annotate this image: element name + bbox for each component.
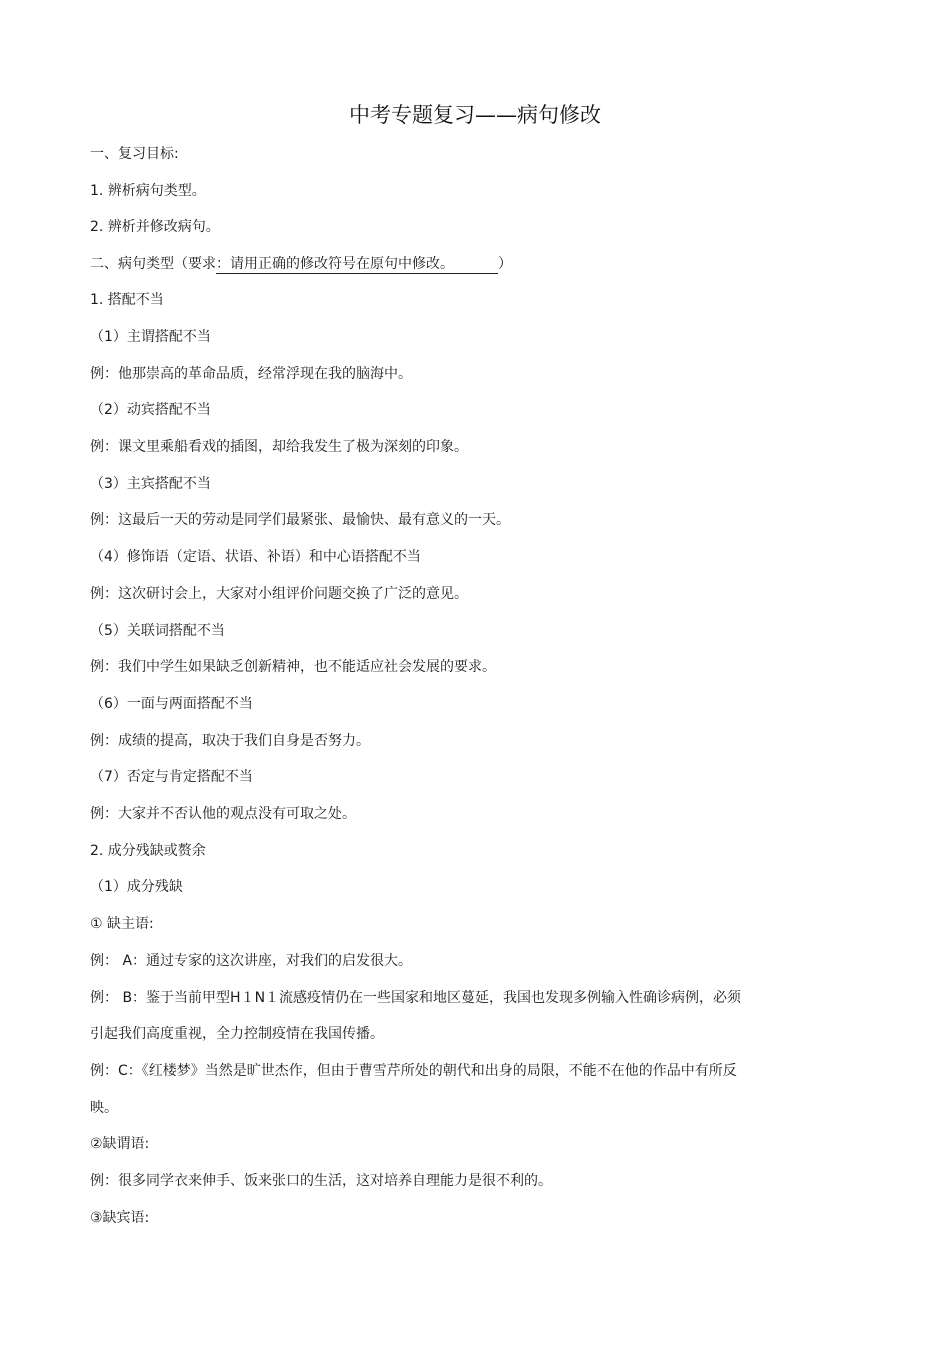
- example-sentence: 例： B：鉴于当前甲型H１N１流感疫情仍在一些国家和地区蔓延，我国也发现多例输入性确诊病例，必须: [90, 990, 742, 1006]
- example-sentence-continued: 映。: [90, 1100, 118, 1116]
- category-heading: （5）关联词搭配不当: [90, 623, 225, 639]
- types-heading-suffix: ）: [498, 256, 512, 272]
- example-sentence: 例：他那崇高的革命品质，经常浮现在我的脑海中。: [90, 366, 412, 382]
- category-heading: （4）修饰语（定语、状语、补语）和中心语搭配不当: [90, 549, 421, 565]
- category-heading: （1）主谓搭配不当: [90, 329, 211, 345]
- item-heading: ②缺谓语:: [90, 1136, 150, 1152]
- example-sentence: 例： A：通过专家的这次讲座，对我们的启发很大。: [90, 953, 413, 969]
- section-heading-goals: 一、复习目标:: [90, 146, 179, 162]
- goal-item: 1. 辨析病句类型。: [90, 183, 206, 199]
- category-heading: （3）主宾搭配不当: [90, 476, 211, 492]
- example-sentence: 例：很多同学衣来伸手、饭来张口的生活，这对培养自理能力是很不利的。: [90, 1173, 552, 1189]
- subsection-heading: 2. 成分残缺或赘余: [90, 843, 206, 859]
- example-sentence: 例：大家并不否认他的观点没有可取之处。: [90, 806, 356, 822]
- category-heading: （2）动宾搭配不当: [90, 402, 211, 418]
- example-sentence: 例：成绩的提高，取决于我们自身是否努力。: [90, 733, 370, 749]
- example-sentence-continued: 引起我们高度重视，全力控制疫情在我国传播。: [90, 1026, 384, 1042]
- category-heading: （6）一面与两面搭配不当: [90, 696, 253, 712]
- item-heading: ① 缺主语:: [90, 916, 154, 932]
- section-heading-types: [90, 254, 512, 274]
- page-title: 中考专题复习——病句修改: [349, 103, 601, 127]
- item-heading: ③缺宾语:: [90, 1210, 150, 1226]
- subsection-heading: 1. 搭配不当: [90, 292, 164, 308]
- types-heading-requirement: ：请用正确的修改符号在原句中修改。: [216, 255, 498, 274]
- goal-item: 2. 辨析并修改病句。: [90, 219, 220, 235]
- category-heading: （1）成分残缺: [90, 879, 183, 895]
- example-sentence: 例：我们中学生如果缺乏创新精神，也不能适应社会发展的要求。: [90, 659, 496, 675]
- example-sentence: 例：课文里乘船看戏的插图，却给我发生了极为深刻的印象。: [90, 439, 468, 455]
- example-sentence: 例：这最后一天的劳动是同学们最紧张、最愉快、最有意义的一天。: [90, 512, 510, 528]
- example-sentence: 例：C：《红楼梦》当然是旷世杰作，但由于曹雪芹所处的朝代和出身的局限，不能不在他的作品中有所反: [90, 1063, 737, 1079]
- category-heading: （7）否定与肯定搭配不当: [90, 769, 253, 785]
- types-heading-prefix: 二、病句类型（要求: [90, 256, 216, 272]
- example-sentence: 例：这次研讨会上，大家对小组评价问题交换了广泛的意见。: [90, 586, 468, 602]
